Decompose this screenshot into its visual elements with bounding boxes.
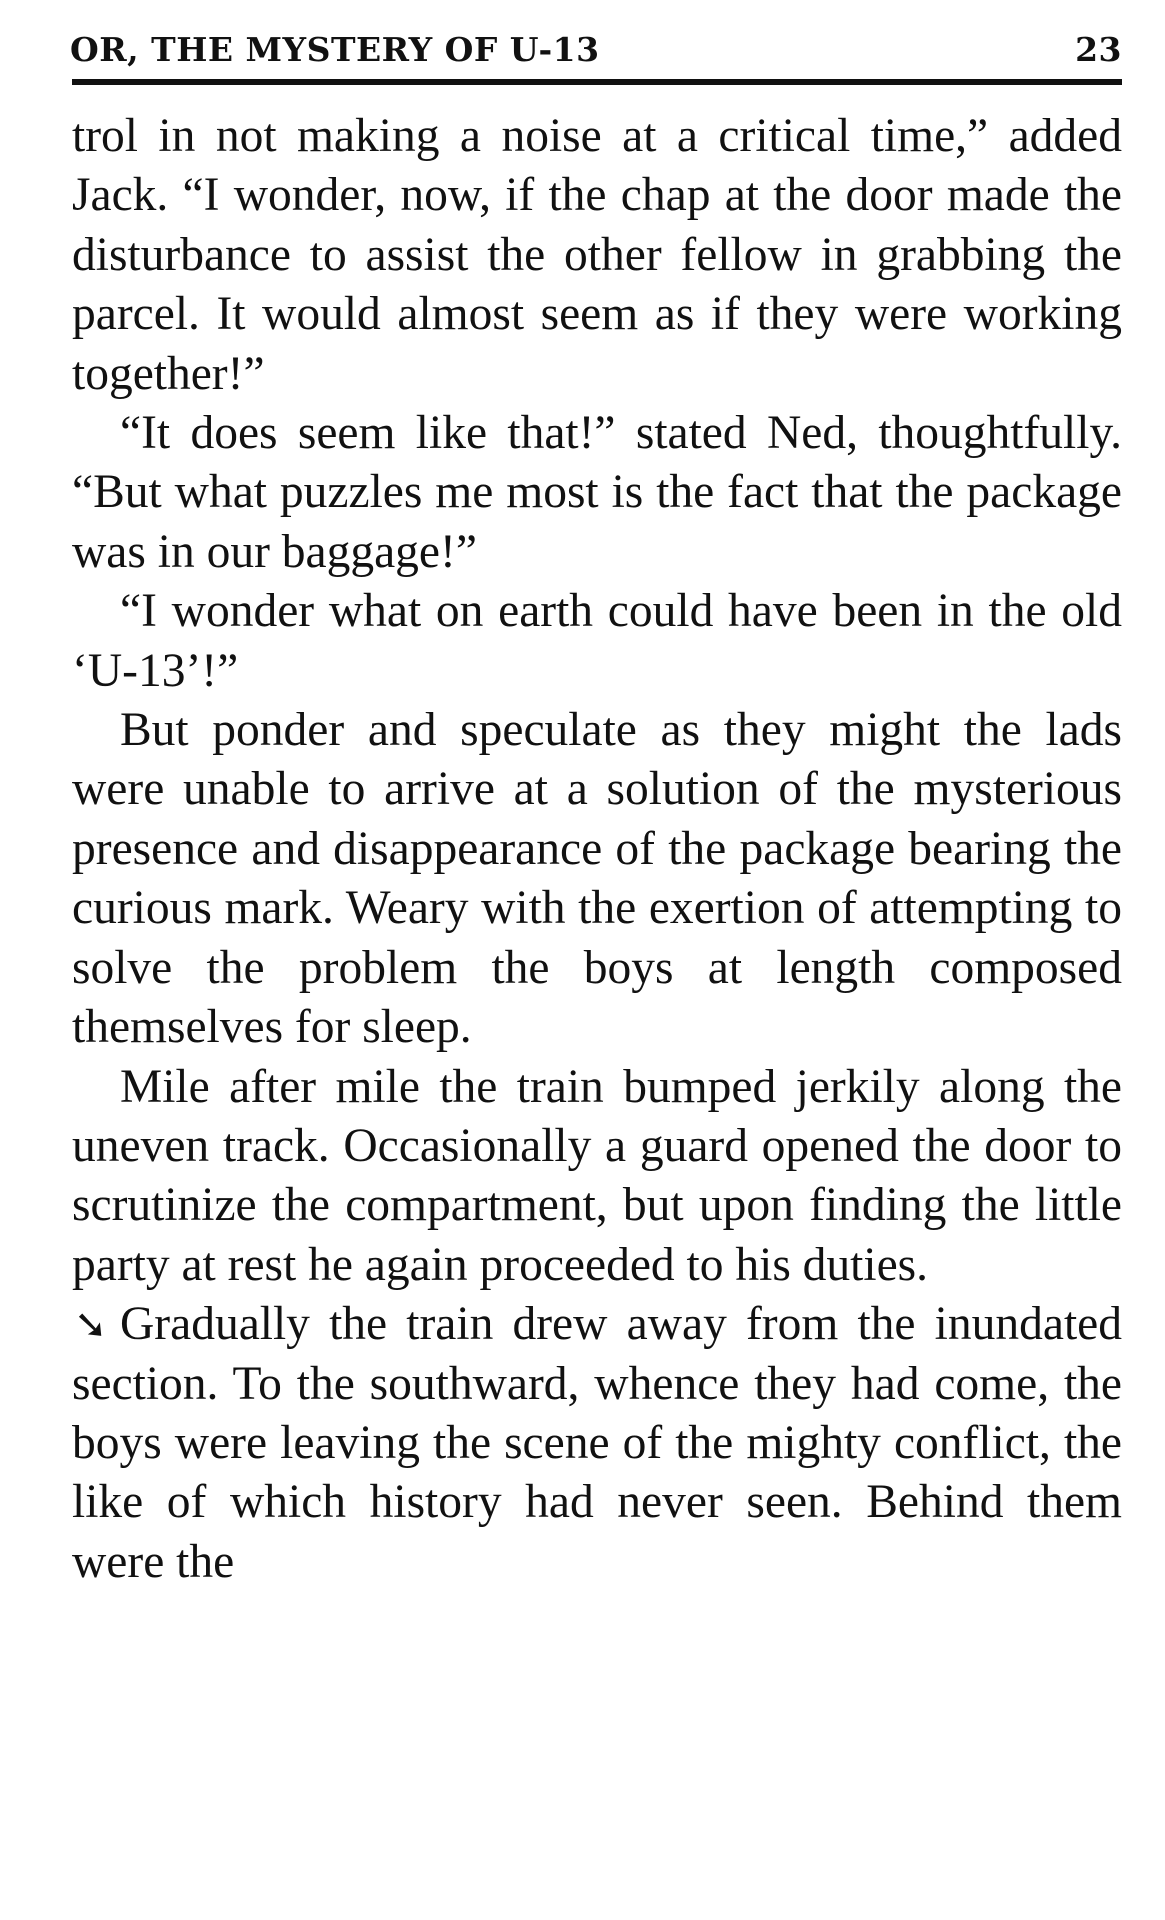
page-number: 23: [1075, 30, 1122, 69]
paragraph-6-wrapper: [72, 1295, 1122, 1592]
paragraph-1: trol in not making a noise at a critical time,” added Jack. “I wonder, now, if the chap at the door made the disturbance to assist the other fellow in grabbing the parcel. It would almost seem as if they were working together!”: [72, 110, 1122, 400]
paragraph-3: “I wonder what on earth could have been in the old ‘U-13’!”: [72, 585, 1122, 697]
paragraph-4: But ponder and speculate as they might the lads were unable to arrive at a solution of the mysterious presence and disappearance of the package bearing the curious mark. Weary with the exertion of attempting to solve the problem the boys at length composed themselves for sleep.: [72, 704, 1122, 1054]
paragraph-6: Gradually the train drew away from the inundated section. To the southward, whence they had come, the boys were leaving the scene of the mighty conflict, the like of which history had never seen. Behind them were the: [72, 1298, 1122, 1588]
running-title: OR, THE MYSTERY OF U-13: [70, 30, 600, 69]
pointer-arrow-icon: ➘: [74, 1302, 108, 1348]
paragraph-2: “It does seem like that!” stated Ned, thoughtfully. “But what puzzles me most is the fact that the package was in our baggage!”: [72, 407, 1122, 578]
body-text: [72, 107, 1122, 1592]
book-page: [72, 30, 1122, 1592]
paragraph-5: Mile after mile the train bumped jerkily along the uneven track. Occasionally a guard opened the door to scrutinize the compartment, but upon finding the little party at rest he again proceeded to his duties.: [72, 1060, 1122, 1291]
running-header: [72, 30, 1122, 85]
